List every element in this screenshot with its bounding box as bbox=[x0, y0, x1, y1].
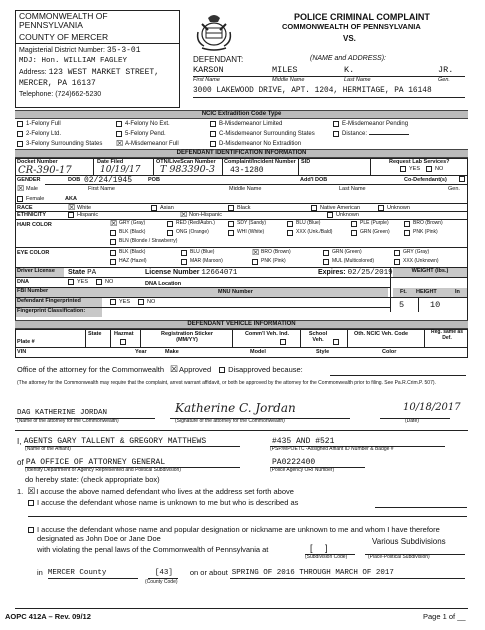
fbi-number-label: FBI Number bbox=[16, 288, 388, 297]
accuse-described-checkbox[interactable] bbox=[28, 500, 34, 506]
defendant-address: 3000 LAKEWOOD DRIVE, APT. 1204, HERMITAGE, PA 16148 bbox=[193, 87, 432, 95]
last-name-caption: Last Name bbox=[344, 77, 371, 83]
vehicle-comml-checkbox[interactable] bbox=[280, 339, 286, 345]
hair-row-3: BLN (Blonde / Strawberry) bbox=[110, 239, 177, 245]
complaint-number-value: 43-1280 bbox=[230, 166, 264, 175]
hair-row-2: BLK (Black) ONG (Orange) WHI (White) XXX (Unk./Bald) GRN (Green) PNK (Pink) bbox=[110, 230, 438, 236]
pob-label: POB bbox=[148, 177, 160, 183]
vehicle-school-label: School Veh. bbox=[308, 331, 328, 344]
attorney-signature: Katherine C. Jordan bbox=[175, 401, 296, 415]
ncic-d-misd-no-ext-checkbox[interactable] bbox=[210, 141, 216, 147]
codefendant-label: Co-Defendant(s) bbox=[404, 177, 447, 183]
eye-mar-checkbox[interactable] bbox=[181, 259, 187, 265]
height-ft-label: Ft. bbox=[400, 289, 407, 295]
race-options: ☒ White Asian Black Native American Unknown bbox=[68, 203, 410, 213]
fingerprinted-no-checkbox[interactable] bbox=[138, 299, 144, 305]
dna-no-checkbox[interactable] bbox=[96, 279, 102, 285]
eye-mul-checkbox[interactable] bbox=[323, 259, 329, 265]
eye-blu-checkbox[interactable] bbox=[181, 250, 187, 256]
vehicle-oth-ncic-label: Oth. NCIC Veh. Code bbox=[354, 331, 409, 337]
fingerprinted-label: Defendant Fingerprinted bbox=[16, 298, 102, 307]
approval-line: Office of the attorney for the Commonwealth ☒ Approved Disapproved because: bbox=[17, 364, 303, 375]
accuse-doe-checkbox[interactable] bbox=[28, 527, 34, 533]
sid-label: SID bbox=[301, 159, 311, 165]
form-subtitle: COMMONWEALTH OF PENNSYLVANIA bbox=[282, 22, 421, 31]
fingerprinted-yes-checkbox[interactable] bbox=[110, 299, 116, 305]
driver-license-label: Driver License bbox=[16, 268, 64, 277]
form-vs: VS. bbox=[343, 34, 356, 43]
approved-checkbox[interactable]: ☒ bbox=[170, 364, 179, 375]
state-line: do hereby state: (check appropriate box) bbox=[25, 475, 160, 484]
pennsylvania-seal-icon bbox=[192, 12, 236, 52]
gender-female-checkbox[interactable] bbox=[17, 196, 23, 202]
dna-options: YES NO bbox=[68, 279, 113, 285]
vehicle-header: DEFENDANT VEHICLE INFORMATION bbox=[15, 320, 468, 329]
approval-date: 10/18/2017 bbox=[403, 402, 461, 413]
affiant-agency-caption: (Identify Department or Agency Represented and Political Subdivision) bbox=[25, 467, 181, 473]
addl-dob-label: Add'l DOB bbox=[300, 177, 328, 183]
eye-grn-checkbox[interactable] bbox=[323, 250, 329, 256]
name-address-label: (NAME and ADDRESS): bbox=[310, 55, 386, 62]
date-filed-value: 10/19/17 bbox=[100, 165, 141, 175]
accuse-item-1c: I accuse the defendant whose name and popular designation or nickname are unknown to me and whom I have therefore designated as John Doe or Jane Doe bbox=[28, 526, 463, 543]
middle-name-caption: Middle Name bbox=[272, 77, 305, 83]
hair-row-1: ☒ GRY (Gray) RED (Red/Aubn.) SDY (Sandy) BLU (Blue) PLE (Purple) BRO (Brown) bbox=[110, 219, 443, 228]
dna-yes-checkbox[interactable] bbox=[68, 279, 74, 285]
vehicle-comml-label: Comm'l Veh. Ind. bbox=[244, 331, 290, 337]
vehicle-vin-label: VIN bbox=[17, 349, 27, 355]
form-title: POLICE CRIMINAL COMPLAINT bbox=[294, 12, 430, 22]
court-commonwealth: COMMONWEALTH OF PENNSYLVANIA bbox=[19, 11, 108, 30]
weight-label: WEIGHT (lbs.) bbox=[393, 268, 467, 277]
attorney-name: DAG KATHERINE JORDAN bbox=[17, 409, 108, 417]
hair-whi-checkbox[interactable] bbox=[228, 230, 234, 236]
accuse-item-1b: I accuse the defendant whose name is unknown to me but who is described as bbox=[28, 499, 298, 508]
vehicle-style-label: Style bbox=[316, 349, 330, 355]
lab-services-options: YES NO bbox=[400, 166, 443, 172]
affiant-badges: #435 AND #521 bbox=[272, 437, 335, 446]
affiant-ori: PA0222400 bbox=[272, 458, 316, 467]
mnu-number-label: MNU Number bbox=[218, 289, 253, 295]
ncic-distance-checkbox[interactable] bbox=[333, 131, 339, 137]
eye-haz-checkbox[interactable] bbox=[110, 259, 116, 265]
eye-xxx-checkbox[interactable] bbox=[394, 259, 400, 265]
eye-row-1: BLK (Black) BLU (Blue) ☒ BRO (Brown) GRN (Green) GRY (Gray) bbox=[110, 250, 429, 256]
lab-yes-checkbox[interactable] bbox=[400, 166, 406, 172]
vehicle-hazmat-checkbox[interactable] bbox=[120, 339, 126, 345]
hair-color-label: HAIR COLOR bbox=[17, 222, 52, 228]
eye-bro-checkbox[interactable]: ☒ bbox=[252, 248, 260, 257]
vehicle-registration-label: Registration Sticker (MM/YY) bbox=[161, 331, 213, 344]
county-code-caption: (County Code) bbox=[145, 579, 178, 585]
eye-pnk-checkbox[interactable] bbox=[252, 259, 258, 265]
ncic-header: NCIC Extradition Code Type bbox=[15, 110, 468, 119]
hair-gry-checkbox[interactable]: ☒ bbox=[110, 219, 118, 228]
ethnicity-hispanic-checkbox[interactable] bbox=[68, 212, 74, 218]
ethnicity-unknown-checkbox[interactable] bbox=[327, 212, 333, 218]
dna-label: DNA bbox=[17, 279, 29, 285]
height-label: HEIGHT bbox=[416, 289, 437, 295]
otn-value: T 983390-3 bbox=[160, 164, 215, 175]
dl-state: State PA bbox=[68, 269, 97, 277]
attorney-name-caption: (Name of the attorney for the Commonwealth) bbox=[17, 418, 119, 424]
aka-first-name-caption: First Name bbox=[88, 186, 115, 192]
race-white-checkbox[interactable]: ☒ bbox=[68, 203, 76, 213]
gender-female: Female bbox=[17, 196, 44, 202]
subdivision-code-bracket: [ ] bbox=[310, 543, 328, 553]
vehicle-school-checkbox[interactable] bbox=[333, 339, 339, 345]
hair-red-checkbox[interactable] bbox=[167, 221, 173, 227]
height-ft-value: 5 bbox=[399, 300, 405, 310]
county-line: in MERCER County [43] on or about SPRING OF 2016 THROUGH MARCH OF 2017 bbox=[37, 568, 394, 577]
hair-bln-checkbox[interactable] bbox=[110, 239, 116, 245]
vehicle-hazmat-label: Hazmat bbox=[114, 331, 134, 337]
ncic-3-felony-surrounding-checkbox[interactable] bbox=[17, 141, 23, 147]
dl-expires: Expires: 02/25/2019 bbox=[318, 269, 393, 277]
aka-middle-name-caption: Middle Name bbox=[229, 186, 262, 192]
place-value: Various Subdivisions bbox=[372, 537, 446, 546]
gender-male-checkbox[interactable]: ☒ bbox=[17, 184, 25, 194]
court-county: COUNTY OF MERCER bbox=[19, 32, 109, 42]
fingerprint-classification-label: Fingerprint Classification: bbox=[16, 308, 102, 317]
subdivision-code-caption: (Subdivision Code) bbox=[305, 554, 348, 560]
codefendant-checkbox[interactable] bbox=[459, 176, 465, 182]
hair-bro-checkbox[interactable] bbox=[404, 221, 410, 227]
height-in-value: 10 bbox=[430, 300, 441, 310]
hair-sdy-checkbox[interactable] bbox=[228, 221, 234, 227]
hair-blk-checkbox[interactable] bbox=[110, 230, 116, 236]
accuse-item-1a: 1. ☒ I accuse the above named defendant who lives at the address set forth above bbox=[17, 486, 294, 497]
affiant-line: I, AGENTS GARY TALLENT & GREGORY MATTHEWS bbox=[17, 437, 207, 446]
vehicle-state-label: State bbox=[88, 331, 102, 337]
vehicle-reg-same-label: Reg. same as Def. bbox=[431, 329, 463, 341]
eye-color-label: EYE COLOR bbox=[17, 250, 50, 256]
hair-ple-checkbox[interactable] bbox=[351, 221, 357, 227]
court-address: Address: 123 WEST MARKET STREET, bbox=[19, 68, 159, 77]
gender-male: ☒ Male bbox=[17, 184, 38, 194]
dna-location-label: DNA Location bbox=[145, 281, 182, 287]
complaint-number-label: Complaint/Incident Number bbox=[224, 159, 296, 165]
otn-label: OTN/LiveScan Number bbox=[156, 159, 216, 165]
vehicle-year-label: Year bbox=[135, 349, 147, 355]
page-number: Page 1 of __ bbox=[423, 612, 466, 621]
eye-gry-checkbox[interactable] bbox=[394, 250, 400, 256]
height-in-label: In bbox=[455, 289, 460, 295]
hair-grn-checkbox[interactable] bbox=[351, 230, 357, 236]
fingerprinted-options: YES NO bbox=[110, 299, 155, 305]
ncic-b-misd-limited-checkbox[interactable] bbox=[210, 121, 216, 127]
ncic-2-felony-ltd-checkbox[interactable] bbox=[17, 131, 23, 137]
ncic-c-misd-surrounding-checkbox[interactable] bbox=[210, 131, 216, 137]
ncic-a-misd-full-checkbox[interactable]: ☒ bbox=[116, 139, 124, 149]
mdj-name: MDJ: Hon. WILLIAM FAGLEY bbox=[19, 57, 128, 65]
defendant-middle-name: MILES bbox=[272, 65, 298, 75]
defendant-last-name: K. bbox=[344, 65, 355, 75]
hair-ong-checkbox[interactable] bbox=[167, 230, 173, 236]
hair-pnk-checkbox[interactable] bbox=[404, 230, 410, 236]
attorney-signature-caption: (Signature of the attorney for the Commonwealth) bbox=[175, 418, 285, 424]
ncic-row-1: 1-Felony Full 4-Felony No Ext. B-Misdemeanor Limited E-Misdemeanor Pending bbox=[17, 121, 408, 128]
dob-value: 02/24/1945 bbox=[84, 176, 133, 185]
court-city: MERCER, PA 16137 bbox=[19, 79, 96, 88]
aka-last-name-caption: Last Name bbox=[339, 186, 366, 192]
approval-note: (The attorney for the Commonwealth may require that the complaint, arrest warrant affidavit, or both be approved by the attorney for the Commonwealth prior to filing. See Pa.R.Crim.P. 507). bbox=[17, 380, 436, 386]
ethnicity-label: ETHNICITY bbox=[17, 212, 47, 218]
aka-label: AKA bbox=[65, 196, 77, 202]
hair-blu-checkbox[interactable] bbox=[287, 221, 293, 227]
gen-caption: Gen. bbox=[438, 77, 450, 83]
vehicle-plate-label: Plate # bbox=[17, 339, 35, 345]
affiant-badge-caption: (PSP/MPOETC -Assigned Affiant ID Number & Badge # bbox=[270, 446, 394, 452]
ncic-4-felony-no-ext-checkbox[interactable] bbox=[116, 121, 122, 127]
ncic-row-2: 2-Felony Ltd. 5-Felony Pend. C-Misdemeanor Surrounding States Distance: bbox=[17, 131, 409, 138]
docket-label: Docket Number bbox=[17, 159, 58, 165]
date-filed-label: Date Filed bbox=[97, 159, 124, 165]
ncic-row-3: 3-Felony Surrounding States ☒ A-Misdemeanor Full D-Misdemeanor No Extradition bbox=[17, 141, 301, 148]
eye-row-2: HAZ (Hazel) MAR (Maroon) PNK (Pink) MUL (Multicolored) XXX (Unknown) bbox=[110, 259, 439, 265]
magisterial-district: Magisterial District Number: 35-3-01 bbox=[19, 46, 141, 55]
aka-gen-caption: Gen. bbox=[448, 186, 460, 192]
docket-value: CR-390-17 bbox=[18, 165, 72, 176]
court-telephone: Telephone: (724)662-5230 bbox=[19, 91, 102, 98]
violation-text: with violating the penal laws of the Commonwealth of Pennsylvania at bbox=[37, 545, 269, 554]
accuse-at-address-checkbox[interactable]: ☒ bbox=[27, 486, 36, 497]
vehicle-color-label: Color bbox=[382, 349, 397, 355]
lab-services-label: Request Lab Services? bbox=[389, 159, 450, 165]
vehicle-model-label: Model bbox=[250, 349, 266, 355]
hair-xxx-checkbox[interactable] bbox=[287, 230, 293, 236]
dob-label: DOB bbox=[68, 177, 81, 183]
dl-license: License Number 12664071 bbox=[145, 269, 238, 277]
place-caption: (Place-Political Subdivision) bbox=[368, 554, 430, 560]
affiant-agency-line: of PA OFFICE OF ATTORNEY GENERAL bbox=[17, 458, 166, 467]
race-label: RACE bbox=[17, 205, 33, 211]
ncic-1-felony-full-checkbox[interactable] bbox=[17, 121, 23, 127]
ethnicity-options: Hispanic ☒ Non-Hispanic Unknown bbox=[68, 212, 359, 218]
ethnicity-non-hispanic-checkbox[interactable]: ☒ bbox=[180, 210, 188, 220]
approval-date-caption: (Date) bbox=[405, 418, 419, 424]
ncic-e-misd-pending-checkbox[interactable] bbox=[333, 121, 339, 127]
vehicle-make-label: Make bbox=[165, 349, 179, 355]
affiant-ori-caption: (Police Agency ORI Number) bbox=[270, 467, 335, 473]
identification-header: DEFENDANT IDENTIFICATION INFORMATION bbox=[15, 149, 468, 158]
gender-label: GENDER bbox=[17, 177, 41, 183]
form-id: AOPC 412A – Rev. 09/12 bbox=[5, 612, 91, 621]
defendant-label: DEFENDANT: bbox=[193, 55, 244, 64]
defendant-gen: JR. bbox=[438, 65, 454, 75]
first-name-caption: First Name bbox=[193, 77, 220, 83]
disapproved-checkbox[interactable] bbox=[219, 367, 225, 373]
eye-blk-checkbox[interactable] bbox=[110, 250, 116, 256]
affiant-name-caption: (Name of the Affiant) bbox=[25, 446, 71, 452]
lab-no-checkbox[interactable] bbox=[426, 166, 432, 172]
ncic-5-felony-pend-checkbox[interactable] bbox=[116, 131, 122, 137]
defendant-first-name: KARSON bbox=[193, 65, 224, 75]
